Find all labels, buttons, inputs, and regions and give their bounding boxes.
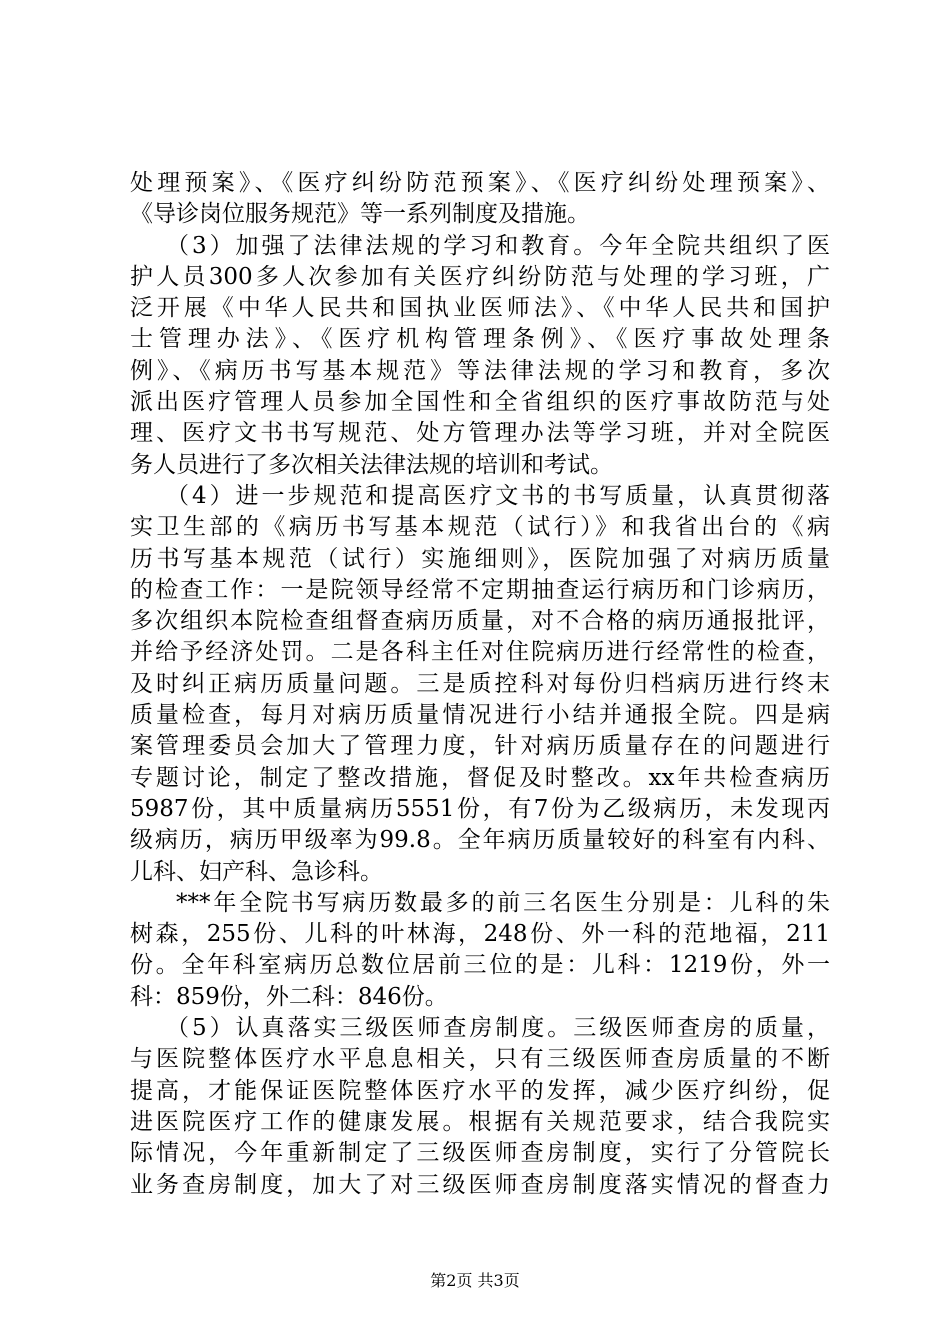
text-line: 例》、《病历书写基本规范》等法律法规的学习和教育，多次 — [130, 357, 830, 384]
text-line: ***年全院书写病历数最多的前三名医生分别是：儿科的朱 — [176, 889, 830, 916]
page-number: 第2页 共3页 — [430, 1271, 520, 1290]
text-line: 实卫生部的《病历书写基本规范（试行）》和我省出台的《病 — [130, 514, 830, 541]
text-line: 质量检查，每月对病历质量情况进行小结并通报全院。四是病 — [130, 702, 830, 729]
document-body — [130, 168, 830, 1201]
text-line: 泛开展《中华人民共和国执业医师法》、《中华人民共和国护 — [130, 295, 830, 322]
text-line: 士管理办法》、《医疗机构管理条例》、《医疗事故处理条 — [130, 326, 830, 353]
text-line: 树森，255份、儿科的叶林海，248份、外一科的范地福，211 — [130, 921, 830, 948]
text-line: 理、医疗文书书写规范、处方管理办法等学习班，并对全院医 — [130, 420, 830, 447]
text-line: 与医院整体医疗水平息息相关，只有三级医师查房质量的不断 — [130, 1046, 830, 1073]
text-line: 多次组织本院检查组督查病历质量，对不合格的病历通报批评， — [130, 608, 830, 635]
text-line: 并给予经济处罚。二是各科主任对住院病历进行经常性的检查， — [130, 639, 830, 666]
text-line: 儿科、妇产科、急诊科。 — [130, 858, 383, 885]
text-line: （3）加强了法律法规的学习和教育。今年全院共组织了医 — [166, 232, 830, 259]
text-line: 及时纠正病历质量问题。三是质控科对每份归档病历进行终末 — [130, 670, 830, 697]
text-line: 历书写基本规范（试行）实施细则》，医院加强了对病历质量 — [130, 545, 830, 572]
text-line: 处理预案》、《医疗纠纷防范预案》、《医疗纠纷处理预案》、 — [130, 170, 830, 196]
text-line: 派出医疗管理人员参加全国性和全省组织的医疗事故防范与处 — [130, 389, 830, 416]
text-line: 务人员进行了多次相关法律法规的培训和考试。 — [130, 451, 613, 478]
text-line: 份。全年科室病历总数位居前三位的是：儿科：1219份，外一 — [130, 952, 830, 979]
text-line: 际情况，今年重新制定了三级医师查房制度，实行了分管院长 — [130, 1140, 830, 1167]
text-line: 提高，才能保证医院整体医疗水平的发挥，减少医疗纠纷，促 — [130, 1077, 830, 1104]
text-line: 专题讨论，制定了整改措施，督促及时整改。xx年共检查病历 — [130, 764, 830, 791]
text-line: 的检查工作：一是院领导经常不定期抽查运行病历和门诊病历， — [130, 576, 830, 603]
text-line: 业务查房制度，加大了对三级医师查房制度落实情况的督查力 — [130, 1171, 830, 1198]
text-line: （4）进一步规范和提高医疗文书的书写质量，认真贯彻落 — [166, 482, 830, 509]
text-line: （5）认真落实三级医师查房制度。三级医师查房的质量， — [166, 1015, 830, 1042]
text-line: 案管理委员会加大了管理力度，针对病历质量存在的问题进行 — [130, 733, 830, 760]
text-line: 护人员300多人次参加有关医疗纠纷防范与处理的学习班，广 — [130, 263, 830, 290]
text-line: 级病历，病历甲级率为99.8。全年病历质量较好的科室有内科、 — [130, 827, 830, 854]
text-line: 5987份，其中质量病历5551份，有7份为乙级病历，未发现丙 — [130, 795, 830, 822]
text-line: 《导诊岗位服务规范》等一系列制度及措施。 — [130, 201, 590, 228]
text-line: 进医院医疗工作的健康发展。根据有关规范要求，结合我院实 — [130, 1108, 830, 1135]
text-line: 科：859份，外二科：846份。 — [130, 983, 448, 1010]
